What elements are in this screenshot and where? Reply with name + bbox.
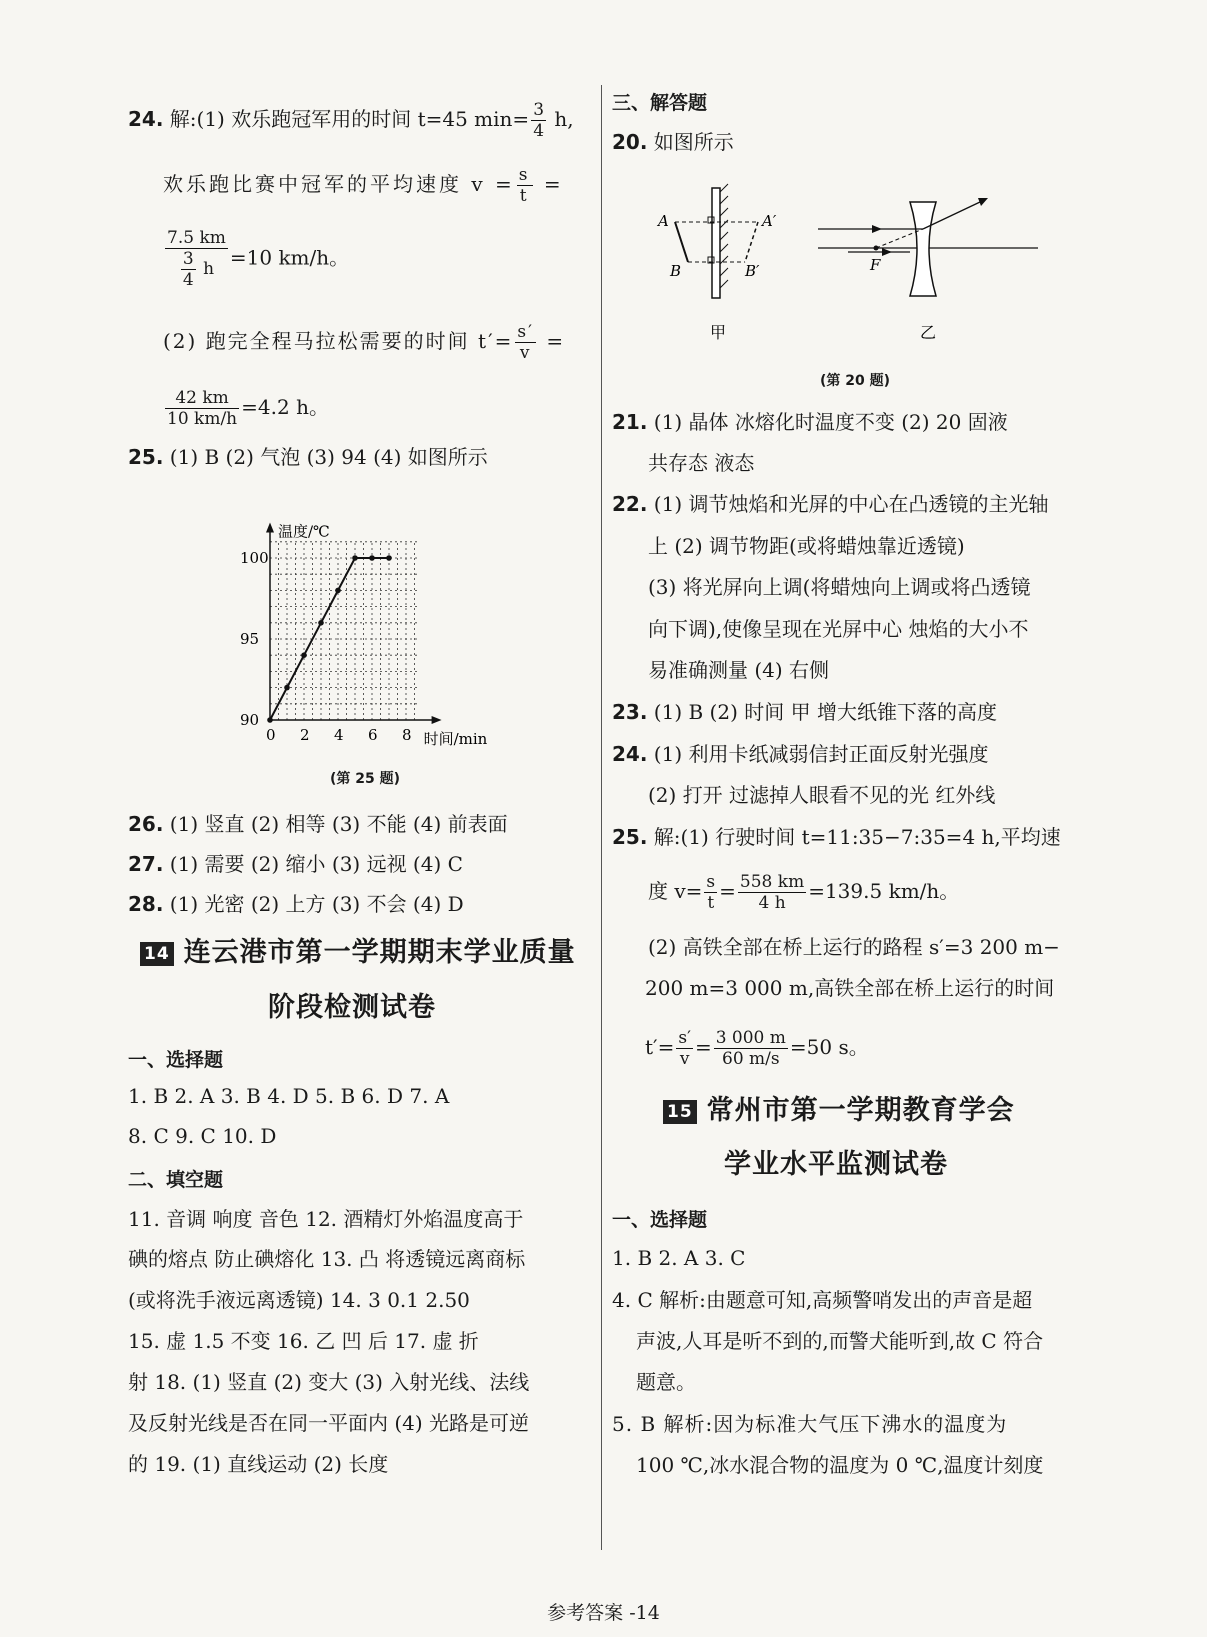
y-tick-label: 100 bbox=[240, 549, 269, 567]
fraction: 7.5 km $\frac{3}{4}$ h bbox=[167, 228, 226, 290]
q25r-line1: 25. 解:(1) 行驶时间 t=11:35−7:35=4 h,平均速 bbox=[612, 825, 1061, 849]
q27-answer: 27. (1) 需要 (2) 缩小 (3) 远视 (4) C bbox=[128, 852, 463, 876]
label-b: B bbox=[670, 262, 682, 280]
q24r-line1: 24. (1) 利用卡纸减弱信封正面反射光强度 bbox=[612, 742, 989, 766]
data-point bbox=[267, 717, 273, 723]
section14-badge: 14 bbox=[140, 942, 174, 966]
x-tick-label: 8 bbox=[402, 726, 412, 744]
data-point bbox=[335, 588, 341, 594]
section15-q5-line1: 5. B 解析:因为标准大气压下沸水的温度为 bbox=[612, 1412, 1008, 1436]
data-point bbox=[318, 620, 324, 626]
section14-fill1: 11. 音调 响度 音色 12. 酒精灯外焰温度高于 bbox=[128, 1207, 524, 1231]
figure-label-b: 乙 bbox=[920, 323, 937, 342]
q25r-line4: 200 m=3 000 m,高铁全部在桥上运行的时间 bbox=[645, 976, 1055, 1000]
q22-line5: 易准确测量 (4) 右侧 bbox=[648, 658, 830, 682]
q24-line2: 欢乐跑比赛中冠军的平均速度 v = $\frac{s}{t}$ = bbox=[163, 165, 564, 206]
fraction: $\frac{558 km}{4 h}$ bbox=[739, 872, 805, 913]
q21-line1: 21. (1) 晶体 冰熔化时温度不变 (2) 20 固液 bbox=[612, 410, 1008, 434]
q20-answer: 20. 如图所示 bbox=[612, 130, 734, 154]
q22-line3: (3) 将光屏向上调(将蜡烛向上调或将凸透镜 bbox=[648, 575, 1031, 599]
fraction: $\frac{3}{4}$ bbox=[533, 100, 545, 141]
section14-fill7: 的 19. (1) 直线运动 (2) 长度 bbox=[128, 1452, 389, 1476]
q20-caption: (第 20 题) bbox=[820, 373, 891, 389]
label-a: A bbox=[658, 212, 669, 230]
concave-lens bbox=[910, 202, 936, 296]
q24-line3: 7.5 km $\frac{3}{4}$ h =10 km/h。 bbox=[167, 228, 350, 290]
data-point bbox=[301, 652, 307, 658]
section15-title: 15 常州市第一学期教育学会 bbox=[663, 1088, 1015, 1127]
fraction: $\frac{s}{t}$ bbox=[706, 872, 716, 913]
fraction: $\frac{s}{t}$ bbox=[518, 165, 531, 206]
section14-mc2: 8. C 9. C 10. D bbox=[128, 1124, 277, 1148]
section14-fill2: 碘的熔点 防止碘熔化 13. 凸 将透镜远离商标 bbox=[128, 1247, 526, 1271]
fraction: $\frac{3 000 m}{60 m/s}$ bbox=[715, 1028, 786, 1069]
object-ab bbox=[675, 222, 688, 262]
q22-line1: 22. (1) 调节烛焰和光屏的中心在凸透镜的主光轴 bbox=[612, 492, 1049, 516]
nested-fraction: $\frac{3}{4}$ bbox=[182, 249, 194, 290]
q20-figure bbox=[640, 180, 1060, 350]
temperature-time-chart bbox=[228, 495, 518, 760]
label-focus: F bbox=[870, 256, 881, 274]
q24-line4: (2) 跑完全程马拉松需要的时间 t′= $\frac{s'}{v}$ = bbox=[163, 322, 566, 363]
q21-line2: 共存态 液态 bbox=[648, 451, 755, 475]
q22-line4: 向下调),使像呈现在光屏中心 烛焰的大小不 bbox=[648, 617, 1029, 641]
label-b-prime: B′ bbox=[745, 262, 760, 280]
x-tick-label: 2 bbox=[300, 726, 310, 744]
label-a-prime: A′ bbox=[762, 212, 777, 230]
fraction: $\frac{s'}{v}$ bbox=[517, 322, 534, 363]
section14-fill4: 15. 虚 1.5 不变 16. 乙 凹 后 17. 虚 折 bbox=[128, 1329, 479, 1353]
q26-answer: 26. (1) 竖直 (2) 相等 (3) 不能 (4) 前表面 bbox=[128, 812, 508, 836]
section14-fill6: 及反射光线是否在同一平面内 (4) 光路是可逆 bbox=[128, 1411, 530, 1435]
section15-subtitle: 学业水平监测试卷 bbox=[724, 1149, 948, 1180]
data-point bbox=[284, 685, 290, 691]
section14-fill5: 射 18. (1) 竖直 (2) 变大 (3) 入射光线、法线 bbox=[128, 1370, 530, 1394]
section14-title: 14 连云港市第一学期期末学业质量 bbox=[140, 930, 576, 969]
section15-q4-line1: 4. C 解析:由题意可知,高频警哨发出的声音是超 bbox=[612, 1288, 1033, 1312]
y-axis-label: 温度/℃ bbox=[278, 522, 330, 541]
section15-q4-line2: 声波,人耳是听不到的,而警犬能听到,故 C 符合 bbox=[636, 1329, 1044, 1353]
x-tick-label: 4 bbox=[334, 726, 344, 744]
section15-badge: 15 bbox=[663, 1100, 697, 1124]
x-tick-label: 6 bbox=[368, 726, 378, 744]
plane-mirror bbox=[712, 188, 720, 298]
q25r-line5: t′= $\frac{s'}{v}$ = $\frac{3 000 m}{60 m/s}$ =50 s。 bbox=[645, 1028, 869, 1069]
section14-fill-heading: 二、填空题 bbox=[128, 1169, 224, 1191]
y-tick-label: 90 bbox=[240, 711, 260, 729]
data-point bbox=[352, 555, 358, 561]
section14-fill3: (或将洗手液远离透镜) 14. 3 0.1 2.50 bbox=[128, 1288, 470, 1312]
x-axis-arrow bbox=[432, 716, 442, 724]
y-axis-arrow bbox=[266, 523, 274, 533]
data-point bbox=[386, 555, 392, 561]
section14-mc1: 1. B 2. A 3. B 4. D 5. B 6. D 7. A bbox=[128, 1084, 450, 1108]
figure-label-a: 甲 bbox=[710, 323, 727, 342]
column-divider bbox=[601, 85, 602, 1550]
q24-line5: $\frac{42 km}{10 km/h}$ =4.2 h。 bbox=[167, 388, 329, 429]
q25r-line3: (2) 高铁全部在桥上运行的路程 s′=3 200 m− bbox=[648, 935, 1060, 959]
q23-answer: 23. (1) B (2) 时间 甲 增大纸锥下落的高度 bbox=[612, 700, 997, 724]
x-tick-label: 0 bbox=[266, 726, 276, 744]
q28-answer: 28. (1) 光密 (2) 上方 (3) 不会 (4) D bbox=[128, 892, 464, 916]
data-point bbox=[369, 555, 375, 561]
page-footer: 参考答案 -14 bbox=[547, 1602, 660, 1624]
section15-mc1: 1. B 2. A 3. C bbox=[612, 1246, 746, 1270]
x-axis-label: 时间/min bbox=[423, 730, 488, 748]
fraction: $\frac{42 km}{10 km/h}$ bbox=[167, 388, 238, 429]
q24r-line2: (2) 打开 过滤掉人眼看不见的光 红外线 bbox=[648, 783, 996, 807]
chart-caption: (第 25 题) bbox=[330, 771, 401, 787]
section14-subtitle: 阶段检测试卷 bbox=[268, 992, 436, 1023]
fraction: $\frac{s'}{v}$ bbox=[678, 1028, 691, 1069]
section-answer-heading: 三、解答题 bbox=[612, 92, 708, 114]
q25-answer: 25. (1) B (2) 气泡 (3) 94 (4) 如图所示 bbox=[128, 445, 488, 469]
image-ab bbox=[745, 222, 758, 262]
section15-choice-heading: 一、选择题 bbox=[612, 1209, 708, 1231]
section15-q4-line3: 题意。 bbox=[636, 1370, 696, 1394]
q22-line2: 上 (2) 调节物距(或将蜡烛靠近透镜) bbox=[648, 534, 965, 558]
q25r-line2: 度 v= $\frac{s}{t}$ = $\frac{558 km}{4 h}$ =139.5 km/h。 bbox=[648, 872, 960, 913]
q24-line1: 24. 解:(1) 欢乐跑冠军用的时间 t=45 min= $\frac{3}{4}$ h, bbox=[128, 100, 574, 141]
y-tick-label: 95 bbox=[240, 630, 260, 648]
section15-q5-line2: 100 ℃,冰水混合物的温度为 0 ℃,温度计刻度 bbox=[636, 1453, 1044, 1477]
section14-choice-heading: 一、选择题 bbox=[128, 1049, 224, 1071]
